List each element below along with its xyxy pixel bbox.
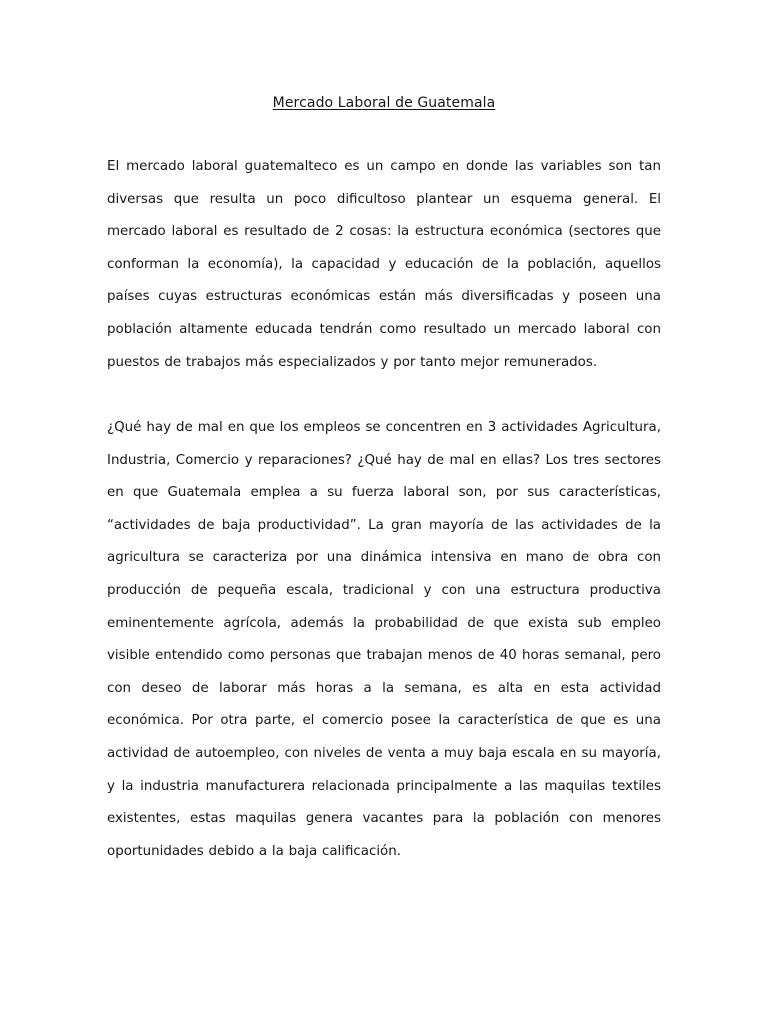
paragraph-1: El mercado laboral guatemalteco es un campo en donde las variables son tan diversas que resulta un poco dificultoso plantear un esquema general. El mercado laboral es resultado de 2 cosas: la estructura económica (sectores que conforman la economía), la capacidad y educación de la población, aquellos países cuyas estructuras económicas están más diversificadas y poseen una población altamente educada tendrán como resultado un mercado laboral con puestos de trabajos más especializados y por tanto mejor remunerados. <box>107 159 661 370</box>
paragraph-2: ¿Qué hay de mal en que los empleos se concentren en 3 actividades Agricultura, Industria, Comercio y reparaciones? ¿Qué hay de mal en ellas? Los tres sectores en que Guatemala emplea a su fuerza laboral son, por sus características, “actividades de baja productividad”. La gran mayoría de las actividades de la agricultura se caracteriza por una dinámica intensiva en mano de obra con producción de pequeña escala, tradicional y con una estructura productiva eminentemente agrícola, además la probabilidad de que exista sub empleo visible entendido como personas que trabajan menos de 40 horas semanal, pero con deseo de laborar más horas a la semana, es alta en esta actividad económica. Por otra parte, el comercio posee la característica de que es una actividad de autoempleo, con niveles de venta a muy baja escala en su mayoría, y la industria manufacturera relacionada principalmente a las maquilas textiles existentes, estas maquilas genera vacantes para la población con menores oportunidades debido a la baja calificación. <box>107 420 661 859</box>
document-title: Mercado Laboral de Guatemala <box>272 95 496 111</box>
